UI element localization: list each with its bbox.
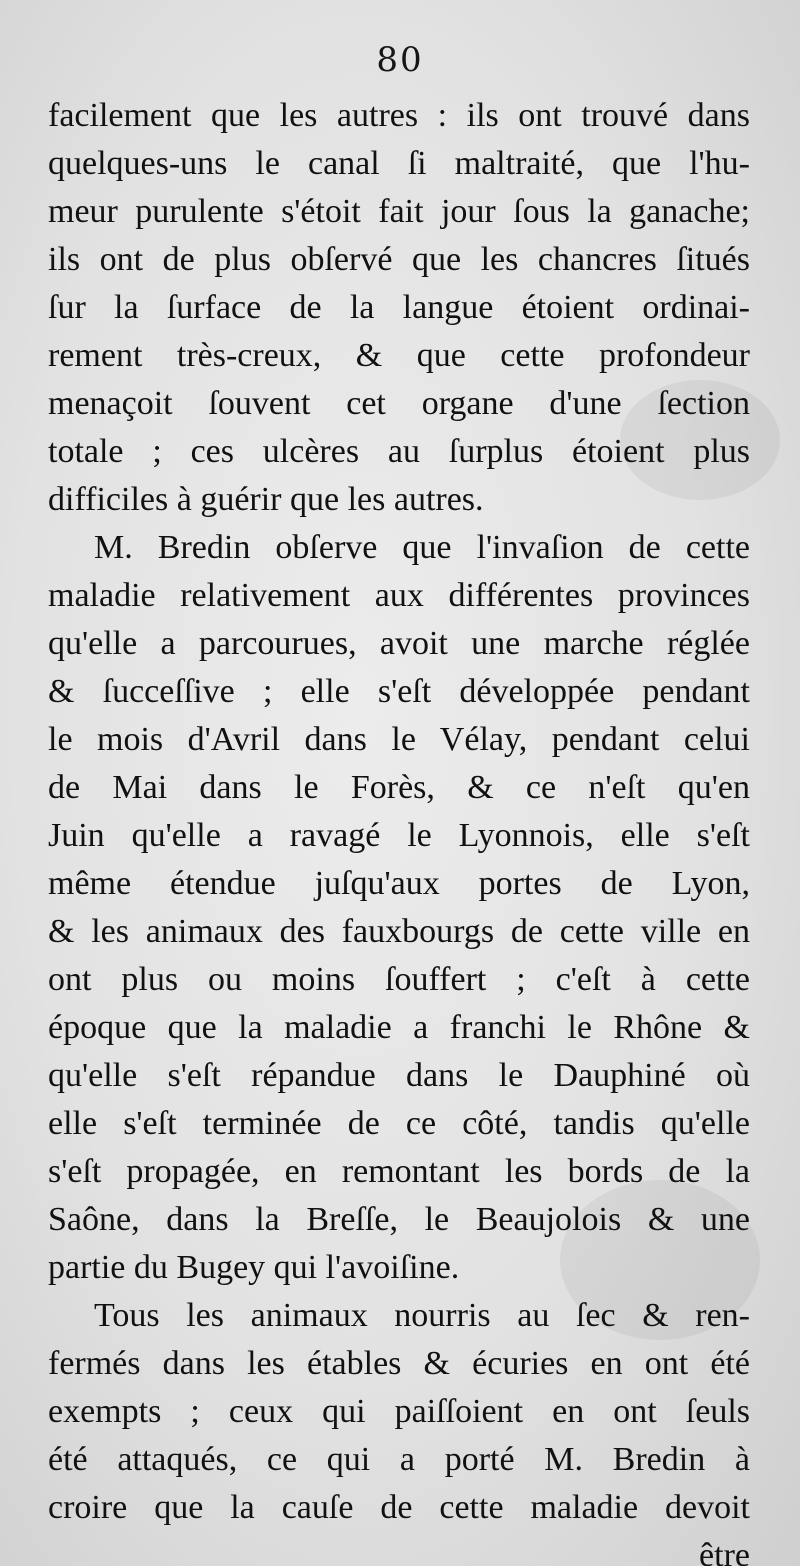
text-line: été attaqués, ce qui a porté M. Bredin à — [48, 1441, 750, 1478]
text-line: Tous les animaux nourris au ſec & ren- — [94, 1297, 750, 1334]
text-line: exempts ; ceux qui paiſſoient en ont ſeuls — [48, 1393, 750, 1430]
text-line: qu'elle a parcourues, avoit une marche réglée — [48, 625, 750, 662]
text-line: difficiles à guérir que les autres. — [48, 481, 484, 518]
text-line: & ſucceſſive ; elle s'eſt développée pendant — [48, 673, 750, 710]
text-line: ils ont de plus obſervé que les chancres ſitués — [48, 241, 750, 278]
page-number: 80 — [376, 40, 424, 80]
text-line: ont plus ou moins ſouffert ; c'eſt à cette — [48, 961, 750, 998]
text-line: qu'elle s'eſt répandue dans le Dauphiné où — [48, 1057, 750, 1094]
text-line: croire que la cauſe de cette maladie devoit — [48, 1489, 750, 1526]
text-line: partie du Bugey qui l'avoiſine. — [48, 1249, 460, 1286]
paragraph — [48, 524, 750, 1292]
text-line: meur purulente s'étoit fait jour ſous la ganache; — [48, 193, 750, 230]
text-line: elle s'eſt terminée de ce côté, tandis qu'elle — [48, 1105, 750, 1142]
text-line: de Mai dans le Forès, & ce n'eſt qu'en — [48, 769, 750, 806]
text-line: maladie relativement aux différentes provinces — [48, 577, 750, 614]
text-line: ſur la ſurface de la langue étoient ordinai- — [48, 289, 750, 326]
text-line: & les animaux des fauxbourgs de cette ville en — [48, 913, 750, 950]
text-line: époque que la maladie a franchi le Rhône & — [48, 1009, 750, 1046]
paragraph — [48, 92, 750, 524]
text-line: s'eſt propagée, en remontant les bords de la — [48, 1153, 750, 1190]
text-line: rement très-creux, & que cette profondeur — [48, 337, 750, 374]
text-line: M. Bredin obſerve que l'invaſion de cette — [94, 529, 750, 566]
text-line: totale ; ces ulcères au ſurplus étoient plus — [48, 433, 750, 470]
text-line: menaçoit ſouvent cet organe d'une ſection — [48, 385, 750, 422]
text-line: quelques-uns le canal ſi maltraité, que l'hu- — [48, 145, 750, 182]
text-line: le mois d'Avril dans le Vélay, pendant celui — [48, 721, 750, 758]
catchword: être — [699, 1537, 750, 1566]
text-line: Saône, dans la Breſſe, le Beaujolois & une — [48, 1201, 750, 1238]
text-line: Juin qu'elle a ravagé le Lyonnois, elle s'eſt — [48, 817, 750, 854]
text-line: fermés dans les étables & écuries en ont été — [48, 1345, 750, 1382]
body-text — [48, 92, 750, 1566]
paragraph — [48, 1292, 750, 1532]
text-line: même étendue juſqu'aux portes de Lyon, — [48, 865, 750, 902]
text-line: facilement que les autres : ils ont trouvé dans — [48, 97, 750, 134]
